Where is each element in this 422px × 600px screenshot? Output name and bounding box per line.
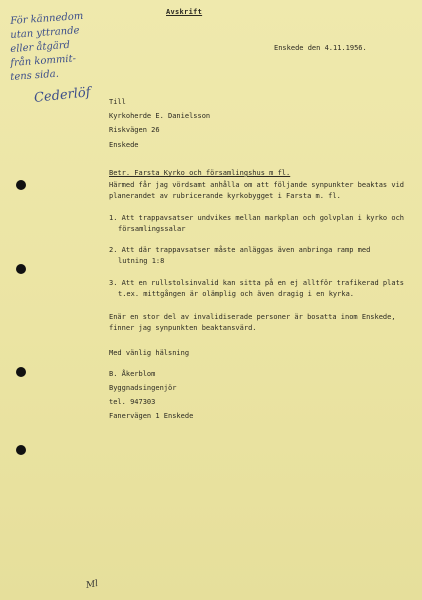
place-date: Enskede den 4.11.1956.	[274, 44, 367, 52]
handwritten-signature: Cederlöf	[33, 85, 92, 106]
greeting: Med vänlig hälsning	[109, 349, 190, 357]
handwritten-line: För kännedom	[10, 10, 84, 27]
recipient-city: Enskede	[109, 141, 139, 149]
recipient-street: Riskvägen 26	[109, 126, 160, 134]
list-item: 1. Att trappavsatser undvikes mellan markplan och golvplan i kyrko och	[109, 214, 405, 222]
list-item: 2. Att där trappavsatser måste anläggas även anbringa ramp med	[109, 246, 371, 254]
list-item: 3. Att en rullstolsinvalid kan sitta på en ej alltför trafikerad plats	[109, 279, 405, 287]
list-item: lutning 1:8	[118, 257, 165, 265]
punch-hole	[16, 445, 26, 455]
punch-hole	[16, 367, 26, 377]
handwritten-line: tens sida.	[10, 68, 60, 83]
body-text: Enär en stor del av invalidiserade personer är bosatta inom Enskede,	[109, 313, 396, 321]
punch-hole	[16, 180, 26, 190]
handwritten-line: eller åtgärd	[10, 39, 71, 55]
handwritten-line: från kommit-	[10, 53, 77, 69]
recipient-line: Till	[109, 98, 126, 106]
subject-line: Betr. Farsta Kyrko och församlingshus m fl.	[109, 169, 291, 177]
list-item: t.ex. mittgången är olämplig och även dragig i en kyrka.	[118, 290, 355, 298]
body-text: finner jag synpunkten beaktansvärd.	[109, 324, 257, 332]
list-item: församlingssalar	[118, 225, 186, 233]
recipient-name: Kyrkoherde E. Danielsson	[109, 112, 211, 120]
avskrift-stamp: Avskrift	[166, 8, 203, 16]
punch-hole	[16, 264, 26, 274]
handwritten-initials: Ml	[85, 579, 99, 591]
sender-title: Byggnadsingenjör	[109, 384, 177, 392]
handwritten-line: utan yttrande	[10, 25, 80, 41]
sender-address: Fanervägen 1 Enskede	[109, 412, 194, 420]
body-text: Härmed får jag vördsamt anhålla om att följande synpunkter beaktas vid	[109, 181, 405, 189]
body-text: planerandet av rubricerande kyrkobygget i Farsta m. fl.	[109, 192, 341, 200]
sender-name: B. Åkerblom	[109, 370, 156, 378]
sender-phone: tel. 947303	[109, 398, 156, 406]
